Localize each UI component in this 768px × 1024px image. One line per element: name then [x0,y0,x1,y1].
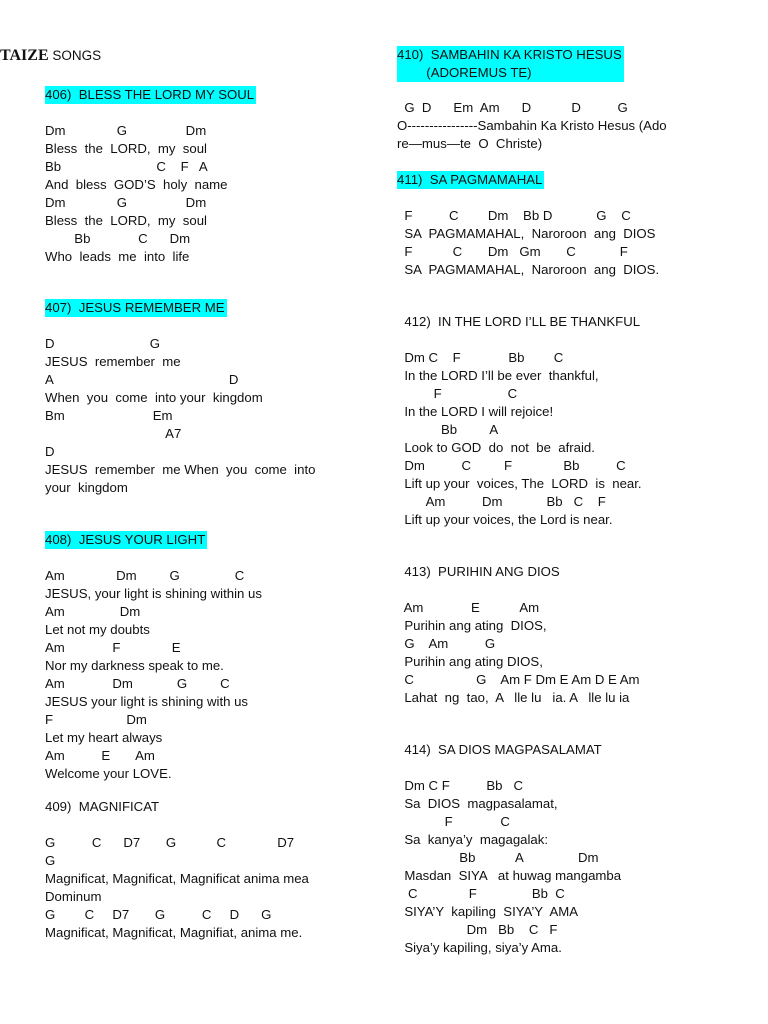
lyric-line: Bb C F A [45,159,208,174]
lyric-line: Am Dm Bb C F [397,494,606,509]
lyric-line: Am Dm G C [45,676,230,691]
lyric-line: G [45,853,56,868]
header-rest: SONGS [48,48,102,63]
lyric-line: Dm G Dm [45,195,207,210]
lyric-line: F C [397,386,518,401]
lyric-line: Nor my darkness speak to me. [45,658,224,673]
lyric-line: JESUS remember me When you come into [45,462,316,477]
lyric-line: And bless GOD’S holy name [45,177,228,192]
song-title: 409) MAGNIFICAT [45,799,160,814]
lyric-line: Lift up your voices, the Lord is near. [397,512,613,527]
lyric-line: Dominum [45,889,102,904]
page-header [0,47,101,65]
lyric-line: Welcome your LOVE. [45,766,172,781]
song-title: 410) SAMBAHIN KA KRISTO HESUS (ADOREMUS TE) [397,47,622,80]
lyric-line: Dm Bb C F [397,922,558,937]
song-title: 411) SA PAGMAMAHAL [397,172,543,187]
lyric-line: Bb A Dm [397,850,599,865]
song-title: 412) IN THE LORD I’LL BE THANKFUL [397,314,641,329]
lyric-line: G C D7 G C D7 [45,835,295,850]
lyric-line: When you come into your kingdom [45,390,263,405]
lyric-line: Dm C F Bb C [397,458,626,473]
lyric-line: C F Bb C [397,886,565,901]
lyric-line: F Dm [45,712,147,727]
lyric-line: JESUS your light is shining with us [45,694,249,709]
header-bold: TAIZE [0,47,49,64]
song-title: 413) PURIHIN ANG DIOS [397,564,560,579]
lyric-line: re—mus—te O Christe) [397,136,543,151]
lyric-line: O----------------Sambahin Ka Kristo Hesus (Ado [397,118,667,133]
lyric-line: In the LORD I’ll be ever thankful, [397,368,599,383]
lyric-line: D G [45,336,161,351]
lyric-line: Let not my doubts [45,622,150,637]
lyric-line: Dm C F Bb C [397,778,524,793]
lyric-line: your kingdom [45,480,128,495]
lyric-line: Sa kanya’y magagalak: [397,832,549,847]
lyric-line: JESUS remember me [45,354,181,369]
lyric-line: Magnificat, Magnificat, Magnifiat, anima me. [45,925,303,940]
lyric-line: Am F E [45,640,181,655]
lyric-line: In the LORD I will rejoice! [397,404,554,419]
lyric-line: F C Dm Gm C F [397,244,628,259]
lyric-line: Am E Am [45,748,155,763]
lyric-line: SIYA’Y kapiling SIYA’Y AMA [397,904,579,919]
lyric-line: Bless the LORD, my soul [45,141,207,156]
lyric-line: A D [45,372,239,387]
lyric-line: F C Dm Bb D G C [397,208,631,223]
lyric-line: JESUS, your light is shining within us [45,586,262,601]
lyric-line: Bless the LORD, my soul [45,213,207,228]
song-title: 406) BLESS THE LORD MY SOUL [45,87,255,102]
lyric-line: D [45,444,55,459]
lyric-line: Siya’y kapiling, siya’y Ama. [397,940,562,955]
lyric-line: Am E Am [397,600,540,615]
lyric-line: Sa DIOS magpasalamat, [397,796,558,811]
lyric-line: Magnificat, Magnificat, Magnificat anima mea [45,871,309,886]
song-title: 408) JESUS YOUR LIGHT [45,532,206,547]
lyric-line: Bb A [397,422,499,437]
lyric-line: Am Dm G C [45,568,245,583]
lyric-line: G C D7 G C D G [45,907,272,922]
lyric-line: C G Am F Dm E Am D E Am [397,672,640,687]
song-title: 407) JESUS REMEMBER ME [45,300,225,315]
lyric-line: Purihin ang ating DIOS, [397,654,543,669]
lyric-line: Purihin ang ating DIOS, [397,618,547,633]
lyric-line: Look to GOD do not be afraid. [397,440,595,455]
lyric-line: G Am G [397,636,496,651]
lyric-line: F C [397,814,510,829]
song-title: 414) SA DIOS MAGPASALAMAT [397,742,602,757]
lyric-line: Lahat ng tao, A lle lu ia. A lle lu ia [397,690,630,705]
lyric-line: Masdan SIYA at huwag mangamba [397,868,622,883]
lyric-line: Lift up your voices, The LORD is near. [397,476,642,491]
lyric-line: Dm G Dm [45,123,207,138]
lyric-line: SA PAGMAMAHAL, Naroroon ang DIOS [397,226,656,241]
lyric-line: Dm C F Bb C [397,350,564,365]
lyric-line: Let my heart always [45,730,163,745]
lyric-line: Bb C Dm [45,231,191,246]
lyric-line: Who leads me into life [45,249,190,264]
lyric-line: G D Em Am D D G [397,100,628,115]
lyric-line: Bm Em [45,408,173,423]
lyric-line: A7 [45,426,182,441]
lyric-line: SA PAGMAMAHAL, Naroroon ang DIOS. [397,262,660,277]
lyric-line: Am Dm [45,604,141,619]
